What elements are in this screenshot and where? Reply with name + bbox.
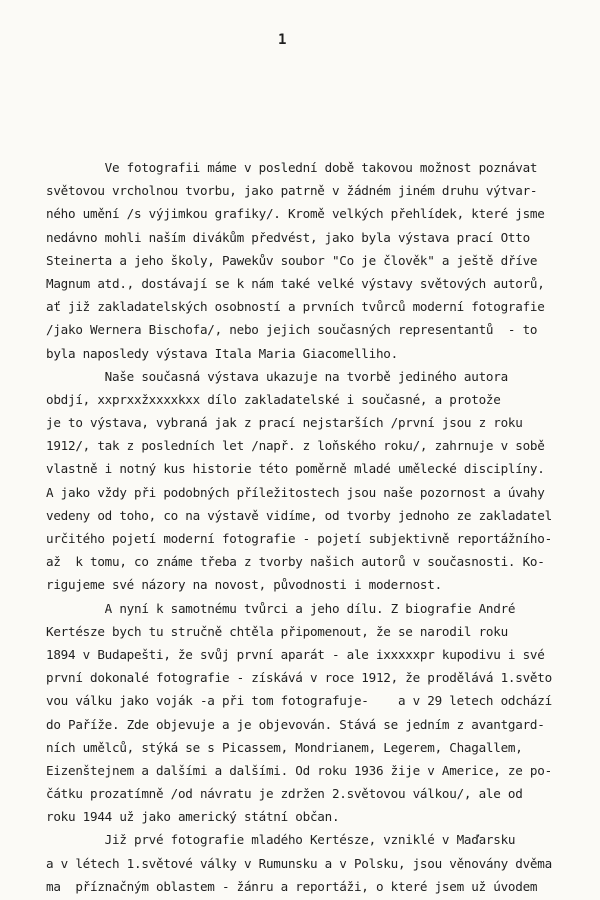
text-line: Steinerta a jeho školy, Pawekův soubor "Co je člověk" a ještě dříve <box>46 252 538 268</box>
text-line: ného umění /s výjimkou grafiky/. Kromě velkých přehlídek, které jsme <box>46 206 545 222</box>
text-line: ma příznačným oblastem - žánru a reportáži, o které jsem už úvodem <box>46 878 538 894</box>
text-line: první dokonalé fotografie - získává v roce 1912, že prodělává 1.světo <box>46 670 552 686</box>
text-line: Naše současná výstava ukazuje na tvorbě jediného autora <box>46 368 508 384</box>
text-line: Kertésze bych tu stručně chtěla připomenout, že se narodil roku <box>46 623 508 639</box>
text-line: rigujeme své názory na novost, původnosti i modernost. <box>46 577 442 593</box>
text-line: určitého pojetí moderní fotografie - pojetí subjektivně reportážního- <box>46 531 552 546</box>
text-line: Již prvé fotografie mladého Kertésze, vzniklé v Maďarsku <box>46 832 516 848</box>
text-line: 1912/, tak z posledních let /např. z loňského roku/, zahrnuje v sobě <box>46 438 545 454</box>
text-line: Ve fotografii máme v poslední době takovou možnost poznávat <box>46 160 538 175</box>
text-line: /jako Wernera Bischofa/, nebo jejich současných representantů - to <box>46 322 538 338</box>
text-line: a v létech 1.světové války v Rumunsku a v Polsku, jsou věnovány dvěma <box>46 855 552 871</box>
text-line: obdjí, xxprxxžxxxxkxx dílo zakladatelské i současné, a protože <box>46 391 501 407</box>
text-line: A nyní k samotnému tvůrci a jeho dílu. Z biografie André <box>46 600 516 616</box>
text-line: je to výstava, vybraná jak z prací nejstarších /první jsou z roku <box>46 415 523 431</box>
text-line: ních umělců, stýká se s Picassem, Mondrianem, Legerem, Chagallem, <box>46 739 523 755</box>
text-line: čátku prozatímně /od návratu je zdržen 2.světovou válkou/, ale od <box>46 786 523 802</box>
text-line: Magnum atd., dostávají se k nám také velké výstavy světových autorů, <box>46 275 545 291</box>
text-line: do Paříže. Zde objevuje a je objevován. Stává se jedním z avantgard- <box>46 716 545 732</box>
text-line: světovou vrcholnou tvorbu, jako patrně v žádném jiném druhu výtvar- <box>46 183 538 199</box>
text-line: až k tomu, co známe třeba z tvorby našich autorů v současnosti. Ko- <box>46 554 545 570</box>
document-body <box>46 156 586 898</box>
text-line: nedávno mohli naším divákům předvést, jako byla výstava prací Otto <box>46 229 530 245</box>
text-line: vlastně i notný kus historie této poměrně mladé umělecké disciplíny. <box>46 461 545 477</box>
text-line: Eizenštejnem a dalšími a dalšími. Od roku 1936 žije v Americe, ze po- <box>46 762 552 778</box>
text-line: roku 1944 už jako americký státní občan. <box>46 809 340 825</box>
text-line: vou válku jako voják -a při tom fotografuje- a v 29 letech odchází <box>46 693 552 709</box>
page-number: 1 <box>278 32 287 48</box>
text-line: ať již zakladatelských osobností a prvních tvůrců moderní fotografie <box>46 299 545 315</box>
text-line: A jako vždy při podobných příležitostech jsou naše pozornost a úvahy <box>46 484 545 500</box>
text-line: byla naposledy výstava Itala Maria Giacomelliho. <box>46 345 398 361</box>
text-line: 1894 v Budapešti, že svůj první aparát - ale ixxxxxpr kupodivu i své <box>46 646 545 662</box>
text-line: vedeny od toho, co na výstavě vidíme, od tvorby jednoho ze zakladatel <box>46 507 552 523</box>
